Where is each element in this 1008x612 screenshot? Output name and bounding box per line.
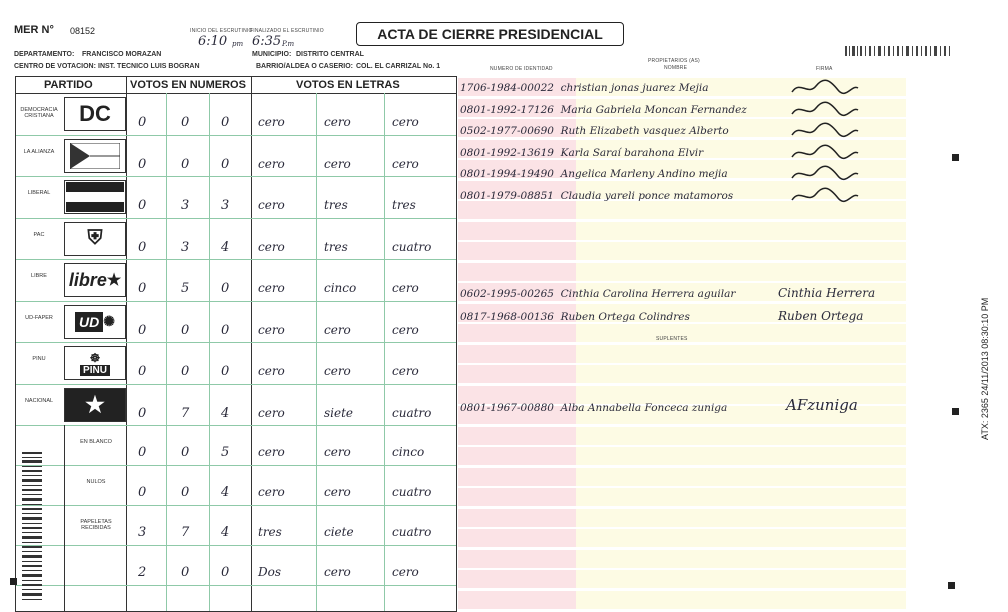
acta-title: ACTA DE CIERRE PRESIDENCIAL bbox=[356, 22, 624, 46]
name-guide-strip bbox=[576, 263, 906, 281]
inicio-label: INICIO DEL ESCRUTINIO bbox=[190, 28, 253, 34]
total-name: NULOS bbox=[86, 479, 106, 485]
finalizado-suffix: P.m bbox=[282, 40, 295, 48]
total-row bbox=[16, 545, 456, 586]
vote-word: cero bbox=[324, 156, 351, 171]
party-row bbox=[16, 301, 456, 344]
party-row bbox=[16, 384, 456, 427]
vote-digit: 0 bbox=[221, 565, 230, 580]
vote-word: cero bbox=[392, 281, 419, 295]
vote-word: ciete bbox=[324, 525, 354, 539]
name-guide-strip bbox=[576, 222, 906, 240]
vote-digit: 5 bbox=[221, 445, 230, 460]
barcode-left bbox=[22, 452, 42, 602]
vote-word: cero bbox=[258, 405, 285, 420]
party-row bbox=[16, 342, 456, 385]
registration-mark bbox=[10, 578, 17, 585]
total-row bbox=[16, 505, 456, 546]
vote-digit: 0 bbox=[221, 364, 230, 379]
barcode-top bbox=[845, 46, 955, 56]
otro-signature: Cinthia Herrera bbox=[778, 286, 876, 300]
name-guide-strip bbox=[576, 591, 906, 609]
propietario-id: 0801-1994-19490 bbox=[460, 168, 554, 180]
vote-digit: 0 bbox=[138, 445, 147, 460]
vote-word: cinco bbox=[324, 281, 357, 295]
name-guide-strip bbox=[576, 468, 906, 486]
vote-digit: 3 bbox=[221, 198, 230, 213]
vote-word: siete bbox=[324, 405, 354, 420]
otro-row bbox=[460, 311, 690, 325]
party-name: PINU bbox=[32, 356, 46, 362]
vote-digit: 3 bbox=[138, 525, 147, 540]
vote-digit: 0 bbox=[138, 364, 147, 379]
party-name: DEMOCRACIA CRISTIANA bbox=[20, 107, 58, 119]
vote-digit: 4 bbox=[221, 525, 230, 540]
vote-digit: 0 bbox=[181, 364, 190, 379]
vote-digit: 4 bbox=[221, 485, 230, 500]
id-guide-strip bbox=[458, 201, 576, 219]
name-guide-strip bbox=[576, 509, 906, 527]
mer-number: 08152 bbox=[70, 26, 96, 36]
nacional-rep-name: Alba Annabella Fonceca zuniga bbox=[560, 402, 728, 414]
name-guide-strip bbox=[576, 570, 906, 588]
vote-digit: 0 bbox=[181, 445, 190, 460]
vote-digit: 5 bbox=[181, 281, 190, 296]
otro-row bbox=[460, 288, 735, 302]
total-row bbox=[16, 425, 456, 466]
barrio-value: COL. EL CARRIZAL No. 1 bbox=[356, 63, 441, 70]
vote-digit: 0 bbox=[138, 239, 147, 255]
vote-word: cero bbox=[324, 115, 351, 129]
id-guide-strip bbox=[458, 222, 576, 240]
propietario-row bbox=[460, 82, 709, 96]
barrio-label: BARRIO/ALDEA O CASERIO: bbox=[256, 63, 353, 70]
vote-digit: 0 bbox=[221, 322, 230, 338]
table-header bbox=[16, 77, 456, 94]
registration-mark bbox=[948, 582, 955, 589]
party-row bbox=[16, 135, 456, 178]
party-name: NACIONAL bbox=[24, 397, 54, 404]
col-letras: VOTOS EN LETRAS bbox=[296, 79, 400, 91]
vote-word: tres bbox=[324, 198, 348, 212]
vote-word: cero bbox=[324, 322, 351, 337]
nombre-label: NOMBRE bbox=[664, 65, 688, 71]
id-guide-strip bbox=[458, 570, 576, 588]
party-name: UD-FAPER bbox=[25, 314, 53, 321]
party-logo: UD ✺ bbox=[64, 305, 126, 339]
finalizado-label: FINALIZADO EL ESCRUTINIO bbox=[250, 28, 324, 34]
otro-name: Cinthia Carolina Herrera aguilar bbox=[560, 288, 736, 300]
departamento-value: FRANCISCO MORAZAN bbox=[82, 51, 162, 58]
party-logo: ☸ PINU bbox=[64, 346, 126, 380]
vote-word: cuatro bbox=[392, 239, 432, 254]
id-guide-strip bbox=[458, 529, 576, 547]
party-logo bbox=[64, 222, 126, 256]
id-guide-strip bbox=[458, 263, 576, 281]
id-guide-strip bbox=[458, 242, 576, 260]
propietario-id: 0801-1979-08851 bbox=[460, 189, 554, 202]
total-name: EN BLANCO bbox=[80, 439, 112, 445]
firma-label: FIRMA bbox=[816, 66, 833, 72]
vote-word: tres bbox=[392, 198, 416, 212]
id-guide-strip bbox=[458, 591, 576, 609]
vote-word: cero bbox=[324, 364, 351, 378]
propietario-row bbox=[460, 147, 703, 161]
id-guide-strip bbox=[458, 386, 576, 404]
party-logo: DC bbox=[64, 97, 126, 131]
registration-mark bbox=[952, 154, 959, 161]
vote-word: cero bbox=[258, 239, 285, 254]
vote-word: tres bbox=[324, 239, 348, 254]
name-guide-strip bbox=[576, 529, 906, 547]
mer-label: MER N° bbox=[14, 24, 54, 36]
party-logo bbox=[64, 388, 126, 422]
total-name: PAPELETAS RECIBIDAS bbox=[80, 519, 112, 531]
vote-digit: 0 bbox=[181, 156, 190, 172]
numero-identidad-label: NUMERO DE IDENTIDAD bbox=[490, 66, 553, 72]
vote-word: Dos bbox=[258, 565, 282, 579]
vote-digit: 0 bbox=[181, 485, 190, 500]
name-guide-strip bbox=[576, 488, 906, 506]
nacional-rep-id: 0801-1967-00880 bbox=[460, 402, 554, 414]
party-name: LA ALIANZA bbox=[23, 148, 55, 155]
vote-word: cero bbox=[258, 115, 285, 129]
vote-word: cero bbox=[258, 485, 285, 499]
signature-scribble bbox=[790, 186, 860, 211]
vote-word: cuatro bbox=[392, 485, 432, 499]
otro-id: 0817-1968-00136 bbox=[460, 311, 554, 323]
vote-word: cero bbox=[392, 364, 419, 378]
party-logo: libre ★ bbox=[64, 263, 126, 297]
vote-word: cero bbox=[258, 281, 285, 295]
inicio-value: 6:10 bbox=[198, 34, 228, 49]
propietario-name: christian jonas juarez Mejia bbox=[560, 82, 709, 94]
vote-word: cero bbox=[392, 322, 419, 337]
departamento-label: DEPARTAMENTO: bbox=[14, 51, 75, 58]
vote-digit: 0 bbox=[138, 485, 147, 500]
id-guide-strip bbox=[458, 345, 576, 363]
suplentes-label: SUPLENTES bbox=[656, 336, 688, 342]
vote-digit: 0 bbox=[138, 322, 147, 338]
inicio-suffix: pm bbox=[232, 40, 244, 48]
vote-word: cinco bbox=[392, 445, 425, 459]
vote-word: tres bbox=[258, 525, 282, 539]
vote-digit: 0 bbox=[138, 156, 147, 172]
vote-digit: 0 bbox=[138, 281, 147, 296]
vote-word: cero bbox=[258, 198, 285, 212]
id-guide-strip bbox=[458, 324, 576, 342]
propietario-id: 0801-1992-17126 bbox=[460, 103, 554, 116]
vote-word: cero bbox=[324, 485, 351, 499]
party-row bbox=[16, 218, 456, 261]
id-guide-strip bbox=[458, 447, 576, 465]
party-row bbox=[16, 176, 456, 219]
party-name: LIBRE bbox=[31, 273, 47, 279]
propietario-name: Karla Saraí barahona Elvir bbox=[560, 146, 704, 159]
vote-digit: 0 bbox=[181, 115, 190, 130]
propietario-row bbox=[460, 168, 728, 182]
id-guide-strip bbox=[458, 427, 576, 445]
vote-word: cuatro bbox=[392, 525, 432, 539]
propietario-row bbox=[460, 104, 747, 118]
centro-value: INST. TECNICO LUIS BOGRAN bbox=[98, 63, 200, 70]
vote-word: cero bbox=[392, 115, 419, 129]
otro-name: Ruben Ortega Colindres bbox=[560, 311, 690, 323]
municipio-label: MUNICIPIO: bbox=[252, 51, 292, 58]
col-partido: PARTIDO bbox=[44, 79, 93, 91]
vote-digit: 7 bbox=[181, 405, 190, 421]
party-name: PAC bbox=[33, 231, 45, 238]
vote-digit: 0 bbox=[221, 115, 230, 130]
col-numeros: VOTOS EN NUMEROS bbox=[130, 79, 246, 91]
vote-word: cero bbox=[392, 156, 419, 171]
name-guide-strip bbox=[576, 550, 906, 568]
pac-shield-icon: ⛨ bbox=[87, 227, 103, 249]
municipio-value: DISTRITO CENTRAL bbox=[296, 51, 364, 58]
party-row bbox=[16, 93, 456, 136]
name-guide-strip bbox=[576, 447, 906, 465]
vote-digit: 0 bbox=[221, 156, 230, 172]
vote-word: cero bbox=[324, 445, 351, 459]
id-guide-strip bbox=[458, 550, 576, 568]
vote-digit: 0 bbox=[138, 198, 147, 213]
total-row bbox=[16, 465, 456, 506]
vote-word: cero bbox=[258, 445, 285, 459]
id-guide-strip bbox=[458, 365, 576, 383]
registration-mark bbox=[952, 408, 959, 415]
side-stamp: ATX: 2365 24/11/2013 08:30:10 PM bbox=[980, 297, 990, 440]
vote-digit: 0 bbox=[181, 322, 190, 338]
id-guide-strip bbox=[458, 509, 576, 527]
otro-id: 0602-1995-00265 bbox=[460, 288, 554, 300]
vote-word: cero bbox=[258, 322, 285, 337]
vote-word: cero bbox=[392, 565, 419, 579]
propietario-id: 1706-1984-00022 bbox=[460, 82, 554, 94]
party-name: LIBERAL bbox=[27, 190, 51, 196]
name-guide-strip bbox=[576, 242, 906, 260]
party-logo bbox=[64, 139, 126, 173]
liberal-flag-icon bbox=[66, 182, 124, 212]
vote-digit: 0 bbox=[138, 405, 147, 421]
nacional-rep bbox=[460, 402, 727, 416]
vote-word: cero bbox=[258, 156, 285, 171]
vote-digit: 3 bbox=[181, 198, 190, 213]
alianza-flag-icon bbox=[70, 143, 120, 169]
vote-digit: 2 bbox=[138, 565, 147, 580]
vote-digit: 7 bbox=[181, 525, 190, 540]
nacional-rep-signature: AFzuniga bbox=[786, 396, 858, 414]
id-guide-strip bbox=[458, 468, 576, 486]
otro-signature: Ruben Ortega bbox=[778, 309, 864, 323]
vote-digit: 4 bbox=[221, 405, 230, 421]
vote-digit: 0 bbox=[221, 281, 230, 296]
vote-digit: 4 bbox=[221, 239, 230, 255]
propietarios-label: PROPIETARIOS (AS) bbox=[648, 58, 700, 64]
vote-word: cero bbox=[324, 565, 351, 579]
vote-word: cero bbox=[258, 364, 285, 378]
propietario-row bbox=[460, 190, 733, 204]
nacional-star-icon: ★ bbox=[85, 391, 105, 417]
name-guide-strip bbox=[576, 427, 906, 445]
propietario-name: Angelica Marleny Andino mejia bbox=[560, 168, 728, 180]
id-guide-strip bbox=[458, 488, 576, 506]
propietario-id: 0502-1977-00690 bbox=[460, 125, 554, 137]
vote-word: cuatro bbox=[392, 405, 432, 420]
votes-table bbox=[15, 76, 457, 612]
propietario-row bbox=[460, 125, 729, 139]
name-guide-strip bbox=[576, 365, 906, 383]
name-guide-strip bbox=[576, 324, 906, 342]
vote-digit: 0 bbox=[181, 565, 190, 580]
propietario-name: Maria Gabriela Moncan Fernandez bbox=[560, 103, 747, 116]
name-guide-strip bbox=[576, 345, 906, 363]
party-row bbox=[16, 259, 456, 302]
propietario-id: 0801-1992-13619 bbox=[460, 146, 554, 159]
centro-label: CENTRO DE VOTACION: bbox=[14, 63, 96, 70]
propietario-name: Ruth Elizabeth vasquez Alberto bbox=[560, 125, 729, 137]
vote-digit: 3 bbox=[181, 239, 190, 255]
vote-digit: 0 bbox=[138, 115, 147, 130]
finalizado-value: 6:35 bbox=[252, 34, 282, 49]
propietario-name: Claudia yareli ponce matamoros bbox=[560, 189, 734, 202]
party-logo bbox=[64, 180, 126, 214]
